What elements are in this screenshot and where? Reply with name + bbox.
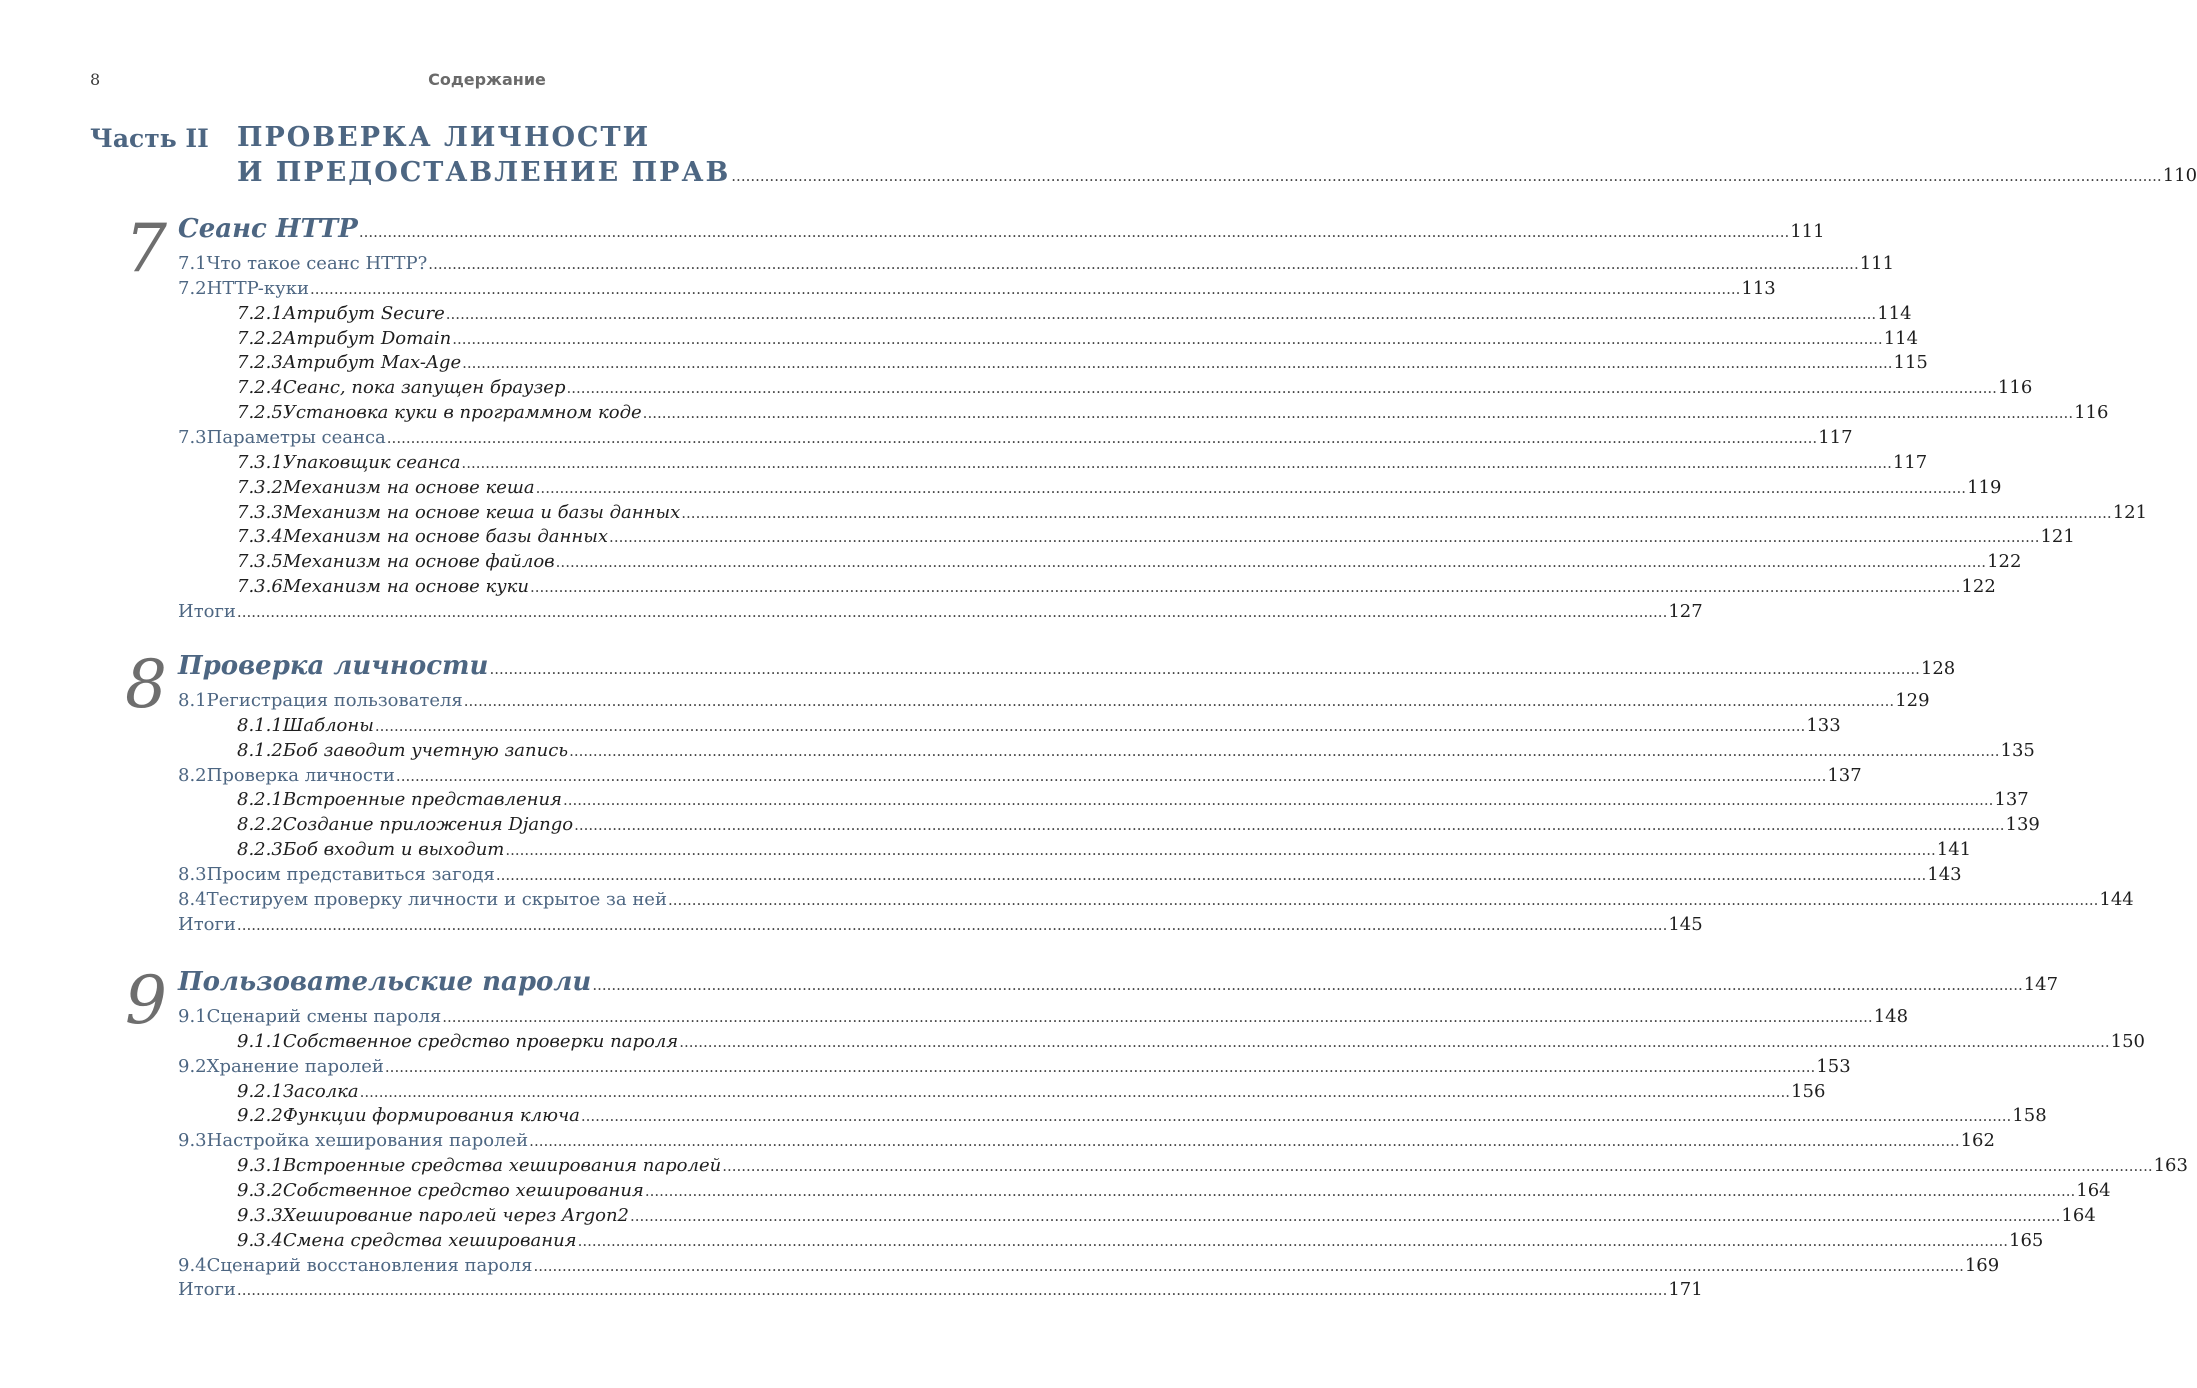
- toc-subsection-number: 8.2.2: [237, 814, 283, 836]
- page-ref: 133: [1806, 714, 1841, 736]
- toc-subsection-number: 9.3.3: [237, 1204, 283, 1226]
- page-ref: 117: [1892, 451, 1928, 473]
- toc-subsection-number: 9.3.1: [237, 1155, 283, 1177]
- toc-section-number: 9.2: [178, 1055, 207, 1077]
- toc-section[interactable]: [178, 690, 1930, 711]
- toc-subsection[interactable]: [237, 839, 1972, 861]
- leader-dots: ............................................................................................................................................................................................................................................................................................................: [462, 354, 1893, 373]
- toc-section-number: 8.3: [178, 863, 207, 885]
- toc-subsection-number: 9.3.4: [237, 1229, 283, 1251]
- leader-dots: ............................................................................................................................................................................................................................................................................................................: [359, 1082, 1791, 1101]
- running-header: Содержание: [428, 70, 546, 89]
- page-ref: 163: [2153, 1155, 2188, 1177]
- toc-section[interactable]: [178, 888, 2134, 910]
- toc-subsection[interactable]: [237, 1105, 2047, 1127]
- leader-dots: ............................................................................................................................................................................................................................................................................................................: [592, 976, 2023, 994]
- leader-dots: ............................................................................................................................................................................................................................................................................................................: [442, 1008, 1873, 1026]
- page-ref: 113: [1741, 277, 1776, 299]
- toc-subsection[interactable]: [237, 377, 2033, 399]
- page-ref: 115: [1893, 352, 1928, 374]
- leader-dots: ............................................................................................................................................................................................................................................................................................................: [630, 1206, 2061, 1225]
- toc-subsection[interactable]: [237, 476, 2002, 498]
- leader-dots: ............................................................................................................................................................................................................................................................................................................: [384, 1057, 1816, 1076]
- toc-subsection[interactable]: [237, 1155, 2188, 1177]
- leader-dots: ............................................................................................................................................................................................................................................................................................................: [574, 816, 2005, 835]
- toc-subsection[interactable]: [237, 1229, 2044, 1251]
- toc-subsection-number: 7.3.1: [237, 451, 283, 473]
- page-ref: 129: [1895, 690, 1930, 711]
- toc-subsection-title: Механизм на основе кеша: [282, 476, 535, 498]
- toc-subsection[interactable]: [237, 451, 1928, 473]
- toc-subsection-title: Механизм на основе кеша и базы данных: [282, 501, 681, 523]
- toc-summary-title: Итоги: [178, 1279, 236, 1301]
- toc-subsection[interactable]: [237, 327, 1919, 349]
- page-ref: 127: [1668, 600, 1703, 622]
- toc-subsection-title: Атрибут Secure: [282, 302, 445, 324]
- toc-section-number: 7.1: [178, 253, 207, 274]
- chapter-heading[interactable]: [178, 214, 1825, 244]
- toc-subsection-number: 7.3.6: [237, 576, 283, 598]
- toc-subsection-title: Сеанс, пока запущен браузер: [282, 377, 566, 399]
- page-ref: 156: [1791, 1080, 1826, 1102]
- toc-subsection-title: Создание приложения Django: [282, 814, 574, 836]
- leader-dots: ............................................................................................................................................................................................................................................................................................................: [236, 1281, 1668, 1300]
- leader-dots: ............................................................................................................................................................................................................................................................................................................: [489, 660, 1920, 678]
- leader-dots: ............................................................................................................................................................................................................................................................................................................: [445, 304, 1877, 323]
- page-ref: 121: [2112, 501, 2148, 523]
- chapter-number: 9: [125, 962, 167, 1039]
- page-ref: 121: [2040, 526, 2075, 548]
- toc-subsection-title: Хеширование паролей через Argon2: [282, 1204, 629, 1226]
- toc-summary-title: Итоги: [178, 913, 236, 935]
- toc-section-title: Что такое сеанс HTTP?: [206, 253, 428, 274]
- toc-subsection-title: Шаблоны: [282, 714, 374, 736]
- toc-section[interactable]: [178, 277, 1776, 299]
- toc-subsection-number: 9.1.1: [237, 1030, 283, 1052]
- leader-dots: ............................................................................................................................................................................................................................................................................................................: [609, 528, 2040, 547]
- toc-subsection[interactable]: [237, 526, 2075, 548]
- toc-subsection[interactable]: [237, 814, 2040, 836]
- leader-dots: ............................................................................................................................................................................................................................................................................................................: [566, 379, 1997, 398]
- toc-summary[interactable]: [178, 1279, 1703, 1301]
- page-ref: 164: [2076, 1179, 2111, 1201]
- toc-summary[interactable]: [178, 600, 1703, 622]
- toc-section-title: Параметры сеанса: [206, 426, 386, 448]
- part-title-line1: ПРОВЕРКА ЛИЧНОСТИ: [237, 122, 651, 153]
- page-ref: 165: [2009, 1229, 2044, 1251]
- page-ref: 122: [1987, 551, 2022, 573]
- leader-dots: ............................................................................................................................................................................................................................................................................................................: [562, 791, 1994, 810]
- toc-subsection-number: 7.3.4: [237, 526, 283, 548]
- page-ref: 122: [1961, 576, 1996, 598]
- toc-subsection[interactable]: [237, 1179, 2111, 1201]
- leader-dots: ............................................................................................................................................................................................................................................................................................................: [452, 329, 1883, 348]
- part-title-line2[interactable]: [237, 157, 2197, 188]
- toc-subsection[interactable]: [237, 1030, 2145, 1052]
- leader-dots: ............................................................................................................................................................................................................................................................................................................: [236, 602, 1668, 621]
- toc-subsection-number: 7.2.5: [237, 402, 283, 424]
- page-ref: 139: [2005, 814, 2040, 836]
- leader-dots: ............................................................................................................................................................................................................................................................................................................: [374, 716, 1806, 735]
- toc-subsection-title: Установка куки в программном коде: [282, 402, 642, 424]
- toc-section-title: Проверка личности: [206, 764, 395, 786]
- toc-subsection[interactable]: [237, 714, 1841, 736]
- toc-section[interactable]: [178, 1006, 1909, 1027]
- toc-subsection[interactable]: [237, 352, 1928, 374]
- toc-subsection[interactable]: [237, 576, 1996, 598]
- page-ref: 119: [1967, 476, 2002, 498]
- toc-section[interactable]: [178, 764, 1862, 786]
- leader-dots: ............................................................................................................................................................................................................................................................................................................: [555, 553, 1987, 572]
- leader-dots: ............................................................................................................................................................................................................................................................................................................: [681, 503, 2112, 522]
- leader-dots: ............................................................................................................................................................................................................................................................................................................: [358, 223, 1790, 241]
- toc-section-number: 9.4: [178, 1254, 207, 1276]
- toc-subsection[interactable]: [237, 501, 2148, 523]
- toc-subsection-title: Механизм на основе файлов: [282, 551, 555, 573]
- toc-section[interactable]: [178, 1055, 1851, 1077]
- toc-subsection-title: Механизм на основе куки: [282, 576, 529, 598]
- toc-section-number: 9.1: [178, 1006, 207, 1027]
- page-ref: 162: [1960, 1130, 1995, 1152]
- toc-subsection-title: Функции формирования ключа: [282, 1105, 580, 1127]
- toc-section-number: 8.4: [178, 888, 207, 910]
- toc-subsection-title: Боб входит и выходит: [282, 839, 505, 861]
- chapter-number: 8: [125, 646, 167, 723]
- toc-section[interactable]: [178, 426, 1853, 448]
- toc-subsection-number: 7.2.1: [237, 302, 283, 324]
- toc-section-title: Сценарий смены пароля: [206, 1006, 442, 1027]
- toc-subsection-title: Упаковщик сеанса: [282, 451, 461, 473]
- toc-section-title: Сценарий восстановления пароля: [206, 1254, 533, 1276]
- page-ref: 116: [2074, 402, 2109, 424]
- leader-dots: ............................................................................................................................................................................................................................................................................................................: [309, 279, 1741, 298]
- leader-dots: ............................................................................................................................................................................................................................................................................................................: [722, 1157, 2153, 1176]
- chapter-heading-title: Пользовательские пароли: [178, 967, 592, 997]
- toc-subsection-number: 8.1.2: [237, 739, 283, 761]
- leader-dots: ............................................................................................................................................................................................................................................................................................................: [642, 404, 2074, 423]
- page-ref: 150: [2110, 1030, 2145, 1052]
- leader-dots: ............................................................................................................................................................................................................................................................................................................: [495, 865, 1927, 884]
- toc-section-number: 8.2: [178, 764, 207, 786]
- toc-section[interactable]: [178, 253, 1895, 274]
- leader-dots: ............................................................................................................................................................................................................................................................................................................: [428, 255, 1859, 273]
- page-ref: 143: [1927, 863, 1962, 885]
- toc-section-number: 8.1: [178, 690, 207, 711]
- page-ref: 137: [1994, 789, 2029, 811]
- page-ref: 147: [2023, 974, 2059, 995]
- page-ref: 116: [1997, 377, 2033, 399]
- chapter-number: 7: [125, 210, 167, 287]
- toc-subsection-title: Боб заводит учетную запись: [282, 739, 569, 761]
- page-ref: 144: [2099, 888, 2134, 910]
- page-ref: 114: [1883, 327, 1919, 349]
- page-ref: 164: [2061, 1204, 2096, 1226]
- toc-subsection[interactable]: [237, 789, 2029, 811]
- toc-section-number: 7.3: [178, 426, 207, 448]
- page-ref: 145: [1668, 913, 1703, 935]
- leader-dots: ............................................................................................................................................................................................................................................................................................................: [533, 1256, 1964, 1275]
- leader-dots: ............................................................................................................................................................................................................................................................................................................: [395, 766, 1827, 785]
- toc-subsection-number: 8.2.3: [237, 839, 283, 861]
- leader-dots: ............................................................................................................................................................................................................................................................................................................: [505, 841, 1936, 860]
- leader-dots: ............................................................................................................................................................................................................................................................................................................: [529, 1132, 1960, 1151]
- toc-section-number: 7.2: [178, 277, 207, 299]
- toc-subsection[interactable]: [237, 551, 2022, 573]
- toc-subsection-number: 9.2.2: [237, 1105, 283, 1127]
- leader-dots: ............................................................................................................................................................................................................................................................................................................: [461, 453, 1892, 472]
- toc-subsection-number: 7.2.3: [237, 352, 283, 374]
- toc-subsection-number: 7.2.4: [237, 377, 283, 399]
- page-ref: 137: [1827, 764, 1862, 786]
- leader-dots: ............................................................................................................................................................................................................................................................................................................: [667, 890, 2099, 909]
- toc-section[interactable]: [178, 1130, 1995, 1152]
- toc-subsection-title: Смена средства хеширования: [282, 1229, 577, 1251]
- leader-dots: ............................................................................................................................................................................................................................................................................................................: [731, 167, 2162, 185]
- toc-subsection-number: 7.3.5: [237, 551, 283, 573]
- page-ref: 111: [1790, 221, 1825, 242]
- toc-subsection-title: Атрибут Max-Age: [282, 352, 462, 374]
- leader-dots: ............................................................................................................................................................................................................................................................................................................: [530, 578, 1961, 597]
- leader-dots: ............................................................................................................................................................................................................................................................................................................: [236, 915, 1668, 934]
- toc-subsection-title: Засолка: [282, 1080, 359, 1102]
- leader-dots: ............................................................................................................................................................................................................................................................................................................: [644, 1181, 2076, 1200]
- toc-subsection-number: 7.3.2: [237, 476, 283, 498]
- leader-dots: ............................................................................................................................................................................................................................................................................................................: [386, 428, 1818, 447]
- leader-dots: ............................................................................................................................................................................................................................................................................................................: [463, 692, 1895, 710]
- chapter-heading[interactable]: [178, 967, 2059, 997]
- toc-section-title: Хранение паролей: [206, 1055, 384, 1077]
- toc-section-title: Просим представиться загодя: [206, 863, 495, 885]
- toc-section-number: 9.3: [178, 1130, 207, 1152]
- toc-subsection-title: Собственное средство хеширования: [282, 1179, 644, 1201]
- leader-dots: ............................................................................................................................................................................................................................................................................................................: [535, 478, 1967, 497]
- toc-subsection-title: Встроенные средства хеширования паролей: [282, 1155, 722, 1177]
- toc-subsection[interactable]: [237, 1080, 1826, 1102]
- toc-subsection-title: Атрибут Domain: [282, 327, 452, 349]
- toc-subsection-number: 7.3.3: [237, 501, 283, 523]
- toc-subsection-number: 8.2.1: [237, 789, 283, 811]
- toc-subsection-number: 9.2.1: [237, 1080, 283, 1102]
- page-ref: 141: [1936, 839, 1972, 861]
- page-ref: 111: [1859, 253, 1895, 274]
- toc-section[interactable]: [178, 863, 1962, 885]
- toc-subsection-title: Встроенные представления: [282, 789, 562, 811]
- leader-dots: ............................................................................................................................................................................................................................................................................................................: [577, 1231, 2009, 1250]
- leader-dots: ............................................................................................................................................................................................................................................................................................................: [580, 1107, 2012, 1126]
- toc-subsection[interactable]: [237, 402, 2109, 424]
- page-ref: 148: [1873, 1006, 1909, 1027]
- toc-summary[interactable]: [178, 913, 1703, 935]
- page-ref: 153: [1816, 1055, 1851, 1077]
- chapter-heading-title: Проверка личности: [178, 651, 489, 681]
- toc-subsection-title: Механизм на основе базы данных: [282, 526, 609, 548]
- leader-dots: ............................................................................................................................................................................................................................................................................................................: [679, 1032, 2110, 1051]
- page-ref: 135: [2000, 739, 2035, 761]
- toc-subsection[interactable]: [237, 1204, 2096, 1226]
- chapter-heading-title: Сеанс HTTP: [178, 214, 358, 244]
- part-title-text: И ПРЕДОСТАВЛЕНИЕ ПРАВ: [237, 157, 731, 188]
- page-ref: 117: [1818, 426, 1853, 448]
- toc-section-title: Настройка хеширования паролей: [206, 1130, 529, 1152]
- toc-subsection[interactable]: [237, 302, 1912, 324]
- toc-subsection-title: Собственное средство проверки пароля: [282, 1030, 679, 1052]
- toc-section[interactable]: [178, 1254, 2000, 1276]
- page-number: 8: [90, 70, 101, 89]
- toc-subsection-number: 8.1.1: [237, 714, 283, 736]
- toc-section-title: HTTP-куки: [206, 277, 309, 299]
- part-label: Часть II: [90, 124, 209, 153]
- leader-dots: ............................................................................................................................................................................................................................................................................................................: [569, 741, 2000, 760]
- toc-subsection-number: 7.2.2: [237, 327, 283, 349]
- page-ref: 114: [1877, 302, 1912, 324]
- page-ref: 128: [1920, 658, 1956, 679]
- page-ref: 171: [1668, 1279, 1703, 1301]
- page-ref: 158: [2012, 1105, 2047, 1127]
- chapter-heading[interactable]: [178, 651, 1956, 681]
- toc-summary-title: Итоги: [178, 600, 236, 622]
- toc-subsection-number: 9.3.2: [237, 1179, 283, 1201]
- toc-subsection[interactable]: [237, 739, 2035, 761]
- toc-section-title: Регистрация пользователя: [206, 690, 463, 711]
- toc-section-title: Тестируем проверку личности и скрытое за ней: [206, 888, 667, 910]
- page-ref: 169: [1964, 1254, 2000, 1276]
- page-ref: 110: [2162, 165, 2197, 186]
